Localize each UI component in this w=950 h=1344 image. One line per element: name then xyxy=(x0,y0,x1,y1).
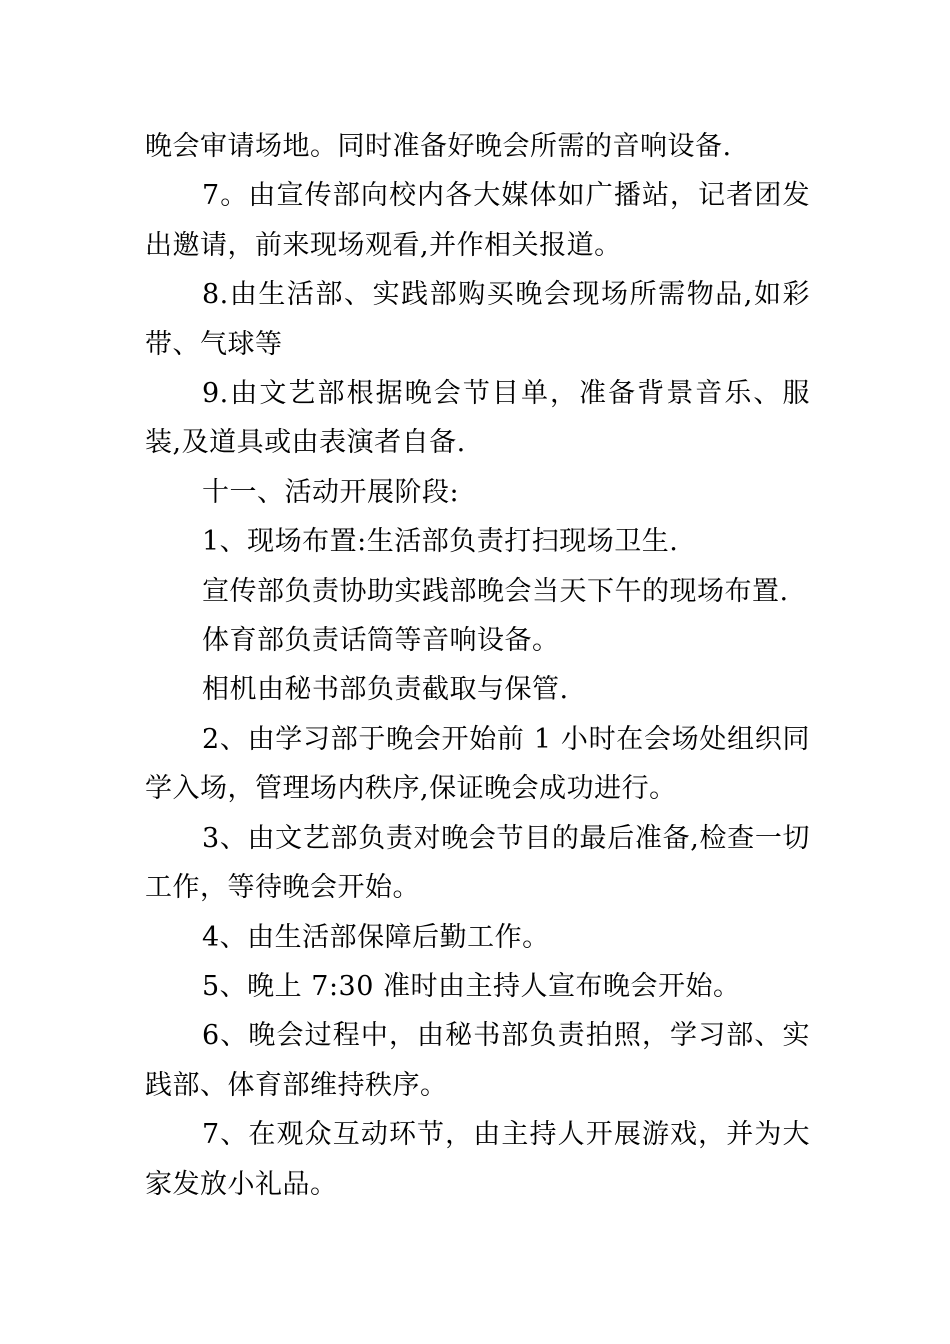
paragraph-camera: 相机由秘书部负责截取与保管. xyxy=(202,674,569,706)
paragraph-stage-6-order: 6、晚会过程中，由秘书部负责拍照，学习部、实践部、体育部维持秩序。 xyxy=(145,1020,810,1101)
paragraph-stage-5-start: 5、晚上 7:30 准时由主持人宣布晚会开始。 xyxy=(202,970,741,1002)
paragraph-stage-7-games: 7、在观众互动环节，由主持人开展游戏，并为大家发放小礼品。 xyxy=(145,1119,810,1200)
paragraph-item-9-music-costumes: 9.由文艺部根据晚会节目单，准备背景音乐、服装,及道具或由表演者自备. xyxy=(145,378,810,459)
paragraph-sports-audio: 体育部负责话筒等音响设备。 xyxy=(202,625,560,657)
paragraph-item-8-supplies: 8.由生活部、实践部购买晚会现场所需物品,如彩带、气球等 xyxy=(145,279,810,360)
paragraph-publicity-setup: 宣传部负责协助实践部晚会当天下午的现场布置. xyxy=(202,575,789,607)
section-heading-activity-stage: 十一、活动开展阶段: xyxy=(202,476,460,508)
paragraph-stage-3-final-prep: 3、由文艺部负责对晚会节目的最后准备,检查一切工作，等待晚会开始。 xyxy=(145,822,810,904)
document-body xyxy=(145,122,810,1209)
paragraph-stage-1-setup: 1、现场布置:生活部负责打扫现场卫生. xyxy=(202,526,679,558)
paragraph-item-7-publicity: 7。由宣传部向校内各大媒体如广播站，记者团发出邀请，前来现场观看,并作相关报道。 xyxy=(145,180,810,261)
paragraph-stage-4-logistics: 4、由生活部保障后勤工作。 xyxy=(202,921,550,953)
paragraph-venue-equipment: 晚会审请场地。同时准备好晚会所需的音响设备. xyxy=(145,131,732,162)
paragraph-stage-2-admission: 2、由学习部于晚会开始前 1 小时在会场处组织同学入场，管理场内秩序,保证晚会成功进行。 xyxy=(145,723,810,805)
